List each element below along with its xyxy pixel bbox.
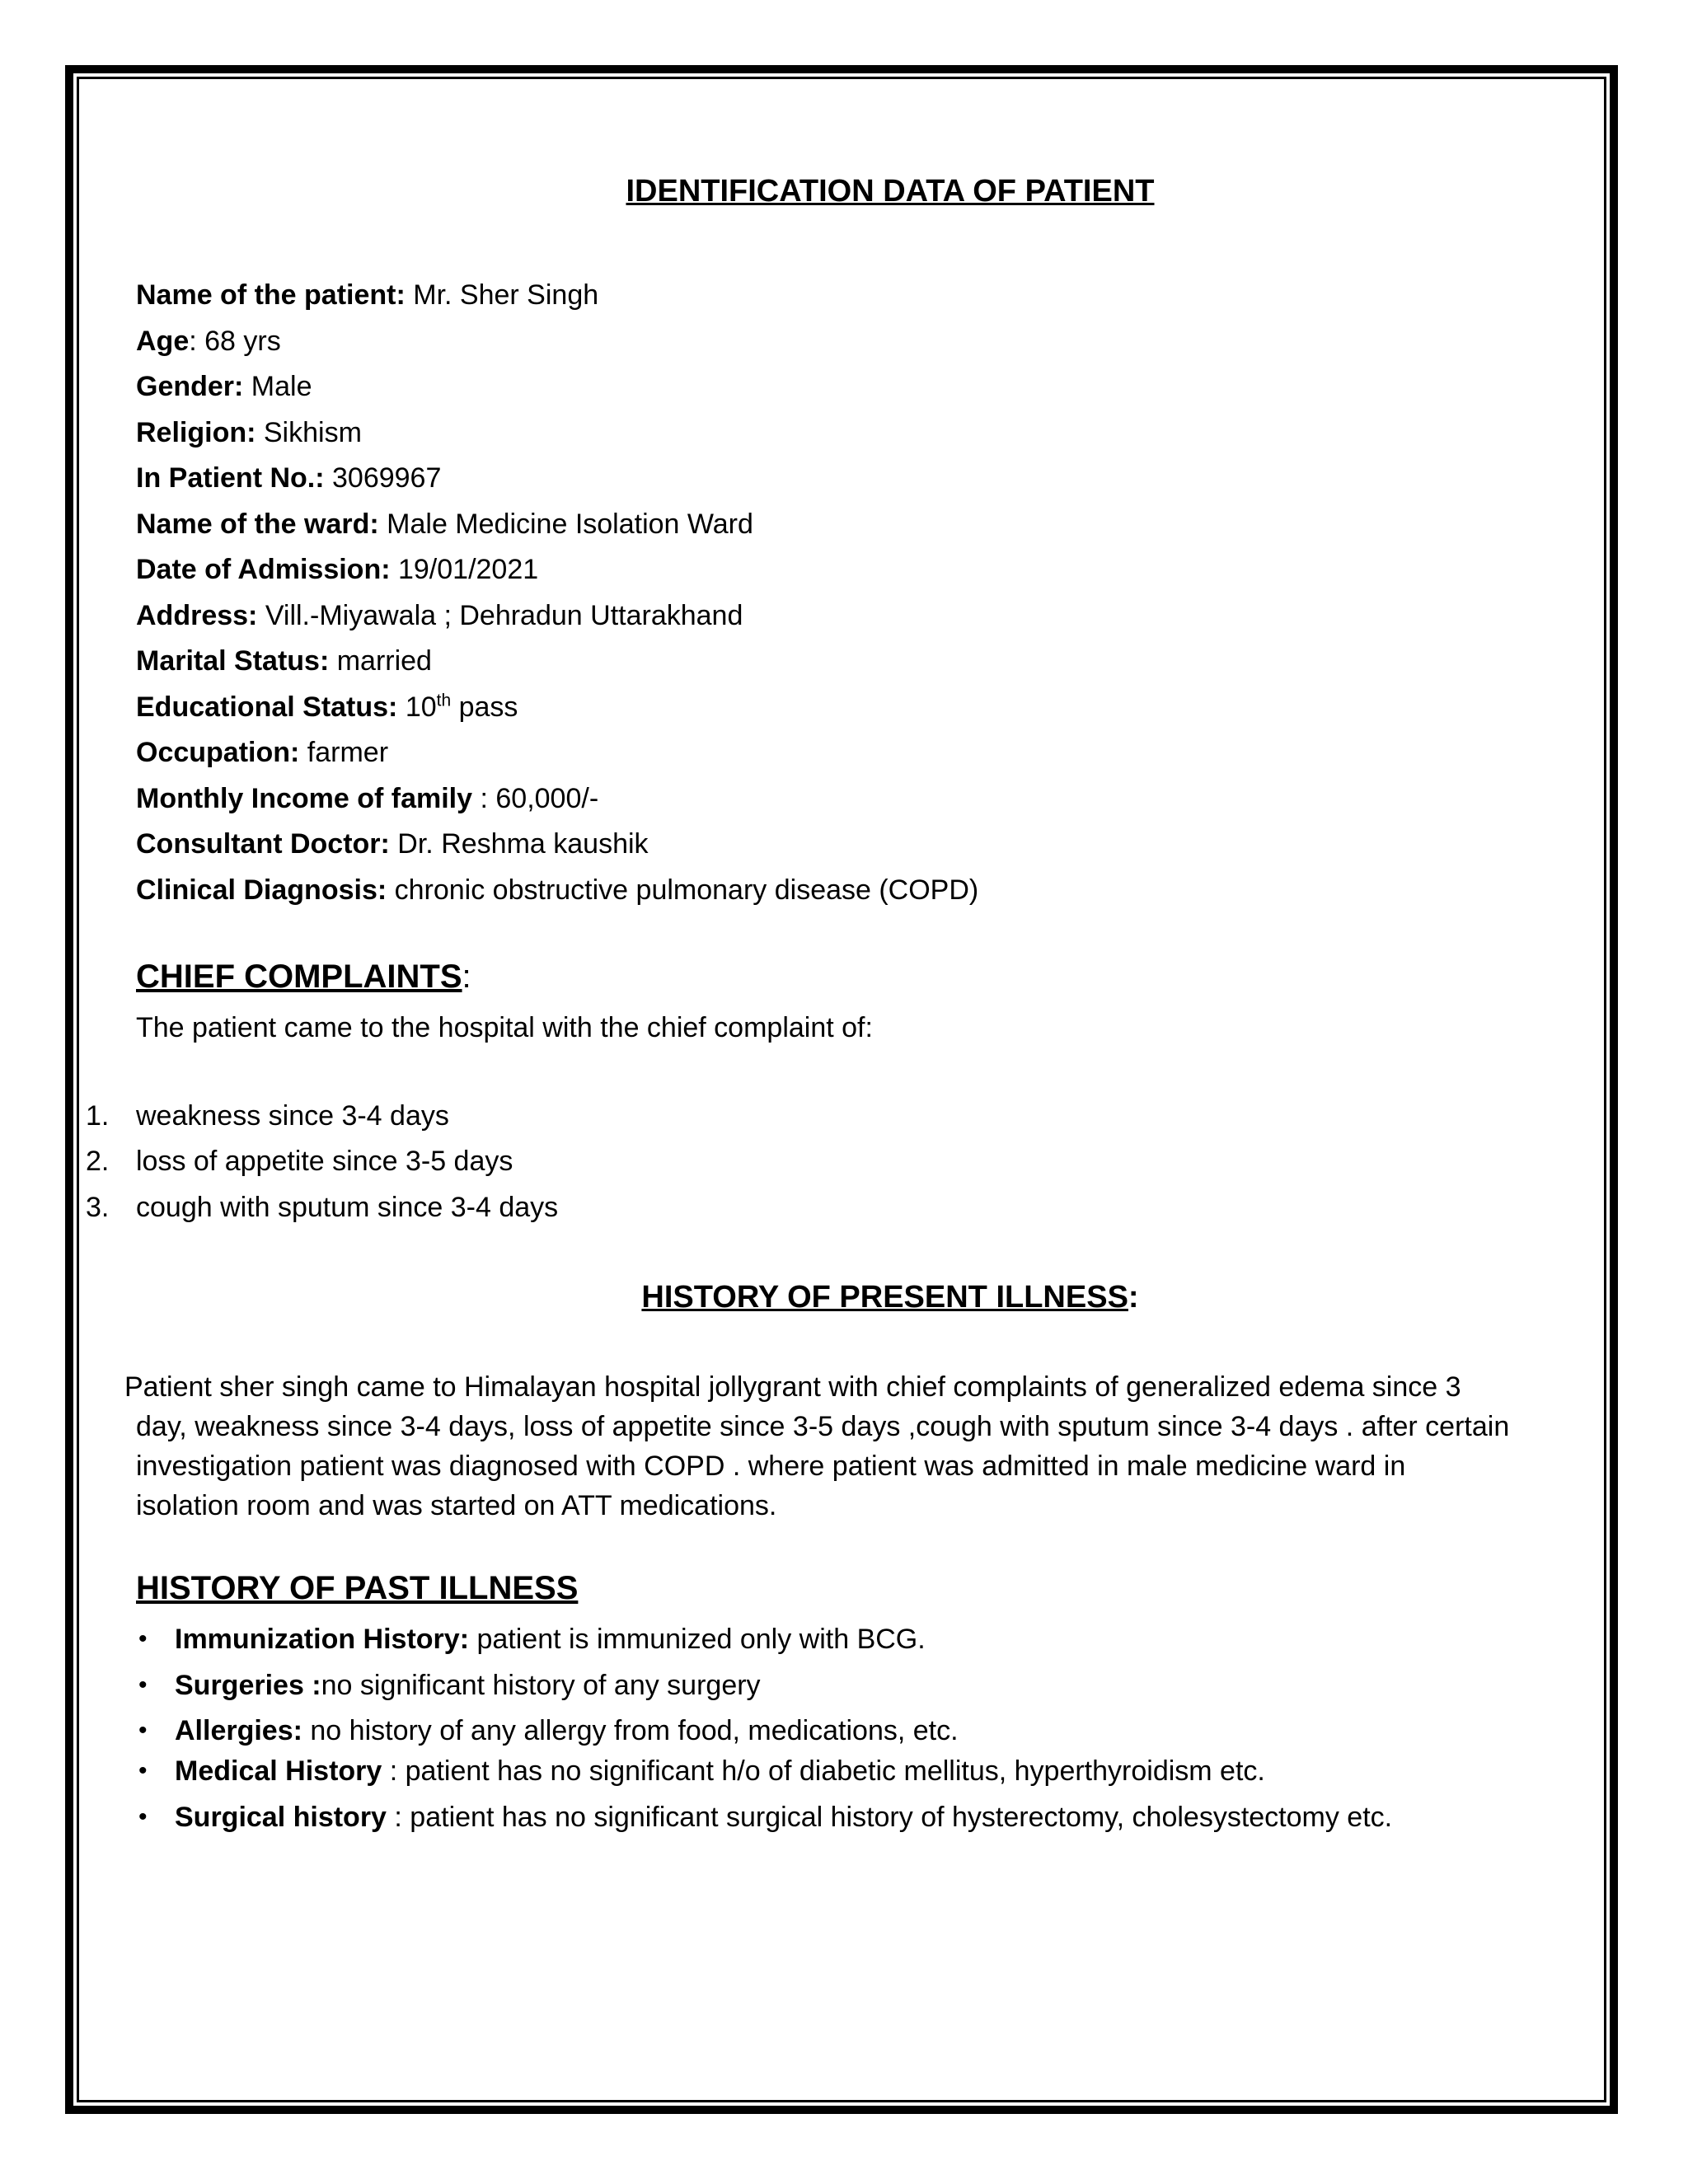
heading-colon: : [462,958,471,995]
present-illness-heading [0,1277,1688,1317]
present-illness-line: Patient sher singh came to Himalayan hospital jollygrant with chief complaints of generalized edema since 3 [124,1371,1461,1403]
field-label: Gender: [136,371,244,402]
field-occupation [136,734,388,771]
list-number: 1. [86,1100,110,1132]
field-gender [136,368,312,405]
field-label: Occupation: [136,737,300,768]
heading-colon: : [1128,1280,1139,1315]
field-marital-status [136,643,432,679]
past-illness-item [175,1799,1392,1835]
field-label: Name of the patient: [136,279,406,311]
field-value: 19/01/2021 [390,554,539,585]
field-educational-status [136,689,518,725]
item-text: : patient has no significant surgical history of hysterectomy, cholesystectomy etc. [386,1802,1393,1833]
field-patient-name [136,277,598,313]
field-label: Clinical Diagnosis: [136,874,387,906]
field-value: : 68 yrs [189,326,281,357]
field-label: Educational Status: [136,691,398,723]
item-label: Surgical history [175,1802,387,1833]
field-value: Sikhism [256,417,362,448]
past-illness-item [175,1621,926,1657]
field-value: Mr. Sher Singh [405,279,599,311]
chief-complaints-intro: The patient came to the hospital with the chief complaint of: [136,1012,873,1043]
bullet-icon: • [138,1717,148,1744]
bullet-icon: • [138,1803,148,1830]
field-date-of-admission [136,551,538,588]
field-consultant-doctor [136,826,649,862]
field-label: Religion: [136,417,256,448]
item-label: Allergies: [175,1715,302,1746]
item-text: : patient has no significant h/o of diabetic mellitus, hyperthyroidism etc. [382,1755,1265,1787]
item-label: Medical History [175,1755,382,1787]
field-value: Dr. Reshma kaushik [389,828,649,860]
list-item: weakness since 3-4 days [136,1100,449,1132]
field-value: pass [451,691,518,723]
field-value: 3069967 [324,462,442,494]
field-inpatient-no [136,460,441,496]
present-illness-line: investigation patient was diagnosed with COPD . where patient was admitted in male medicine ward in [136,1451,1406,1482]
heading-text: CHIEF COMPLAINTS [136,958,462,995]
page-title: IDENTIFICATION DATA OF PATIENT [626,174,1155,209]
field-label: Date of Admission: [136,554,391,585]
field-label: Marital Status: [136,645,330,677]
field-label: Consultant Doctor: [136,828,390,860]
field-value: 10 [397,691,437,723]
past-illness-item [175,1753,1265,1789]
field-label: Monthly Income of family [136,783,473,814]
present-illness-line: day, weakness since 3-4 days, loss of appetite since 3-5 days ,cough with sputum since 3-4 days . after certain [136,1411,1510,1442]
present-illness-line: isolation room and was started on ATT medications. [136,1490,777,1521]
list-number: 2. [86,1146,110,1177]
field-value: farmer [299,737,389,768]
heading-text: HISTORY OF PAST ILLNESS [136,1570,579,1606]
field-value: married [329,645,432,677]
past-illness-heading [136,1568,578,1609]
field-label: Address: [136,600,258,631]
bullet-icon: • [138,1671,148,1699]
field-age [136,323,281,359]
bullet-icon: • [138,1757,148,1784]
field-ward [136,506,753,542]
field-value: : 60,000/- [472,783,599,814]
list-item: loss of appetite since 3-5 days [136,1146,513,1177]
field-religion [136,415,362,451]
field-label: Age [136,326,190,357]
field-monthly-income [136,780,598,817]
field-value: chronic obstructive pulmonary disease (COPD) [387,874,979,906]
field-label: In Patient No.: [136,462,325,494]
item-label: Immunization History: [175,1624,470,1655]
field-value: Vill.-Miyawala ; Dehradun Uttarakhand [257,600,743,631]
item-text: no history of any allergy from food, medications, etc. [302,1715,959,1746]
field-value-superscript: th [436,691,452,710]
bullet-icon: • [138,1625,148,1652]
chief-complaints-heading [136,956,471,997]
field-label: Name of the ward: [136,509,379,540]
item-label: Surgeries : [175,1670,321,1701]
field-value: Male Medicine Isolation Ward [378,509,753,540]
list-item: cough with sputum since 3-4 days [136,1192,559,1223]
past-illness-item [175,1713,959,1749]
field-address [136,598,743,634]
heading-text: HISTORY OF PRESENT ILLNESS [641,1280,1128,1315]
field-clinical-diagnosis [136,872,978,908]
list-number: 3. [86,1192,110,1223]
field-value: Male [243,371,312,402]
item-text: no significant history of any surgery [321,1670,761,1701]
past-illness-item [175,1667,761,1704]
item-text: patient is immunized only with BCG. [469,1624,926,1655]
